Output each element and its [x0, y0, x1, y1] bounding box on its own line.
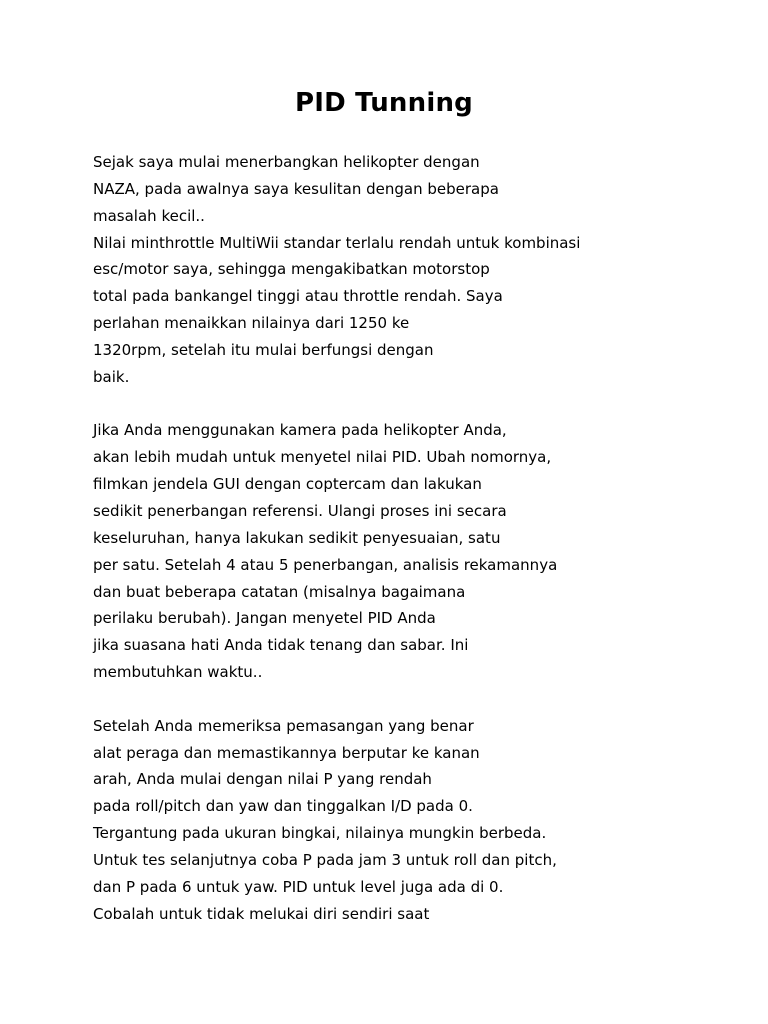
text-line: akan lebih mudah untuk menyetel nilai PID. Ubah nomornya,	[93, 448, 552, 467]
text-line: Tergantung pada ukuran bingkai, nilainya mungkin berbeda.	[93, 824, 547, 843]
document-title: PID Tunning	[294, 88, 473, 118]
text-line: perlahan menaikkan nilainya dari 1250 ke	[93, 314, 410, 333]
paragraph-spacer	[93, 686, 733, 713]
text-line: total pada bankangel tinggi atau throttle rendah. Saya	[93, 287, 503, 306]
text-line: sedikit penerbangan referensi. Ulangi proses ini secara	[93, 501, 507, 520]
paragraph-2	[93, 417, 733, 685]
text-line: jika suasana hati Anda tidak tenang dan sabar. Ini	[93, 636, 469, 655]
text-line: Untuk tes selanjutnya coba P pada jam 3 untuk roll dan pitch,	[93, 850, 557, 869]
text-line: pada roll/pitch dan yaw dan tinggalkan I/D pada 0.	[93, 797, 473, 816]
text-line: dan P pada 6 untuk yaw. PID untuk level juga ada di 0.	[93, 877, 504, 896]
text-line: Nilai minthrottle MultiWii standar terlalu rendah untuk kombinasi	[93, 233, 581, 252]
text-line: arah, Anda mulai dengan nilai P yang rendah	[93, 770, 432, 789]
text-line: membutuhkan waktu..	[93, 663, 263, 682]
paragraph-1	[93, 149, 733, 391]
text-line: masalah kecil..	[93, 206, 205, 225]
paragraph-3	[93, 713, 733, 928]
text-line: 1320rpm, setelah itu mulai berfungsi dengan	[93, 340, 434, 359]
text-line: filmkan jendela GUI dengan coptercam dan lakukan	[93, 475, 482, 494]
text-line: per satu. Setelah 4 atau 5 penerbangan, analisis rekamannya	[93, 555, 558, 574]
text-line: Jika Anda menggunakan kamera pada helikopter Anda,	[93, 421, 507, 440]
text-line: alat peraga dan memastikannya berputar ke kanan	[93, 743, 480, 762]
text-line: Setelah Anda memeriksa pemasangan yang benar	[93, 716, 474, 735]
text-line: baik.	[93, 367, 130, 386]
text-line: Sejak saya mulai menerbangkan helikopter dengan	[93, 153, 480, 171]
paragraph-spacer	[93, 391, 733, 418]
text-line: Cobalah untuk tidak melukai diri sendiri saat	[93, 904, 430, 923]
text-line: dan buat beberapa catatan (misalnya bagaimana	[93, 582, 466, 601]
text-line: keseluruhan, hanya lakukan sedikit penyesuaian, satu	[93, 528, 501, 547]
text-line: esc/motor saya, sehingga mengakibatkan motorstop	[93, 260, 490, 279]
text-line: perilaku berubah). Jangan menyetel PID Anda	[93, 609, 436, 628]
document-body	[93, 149, 733, 927]
text-line: NAZA, pada awalnya saya kesulitan dengan beberapa	[93, 179, 499, 198]
